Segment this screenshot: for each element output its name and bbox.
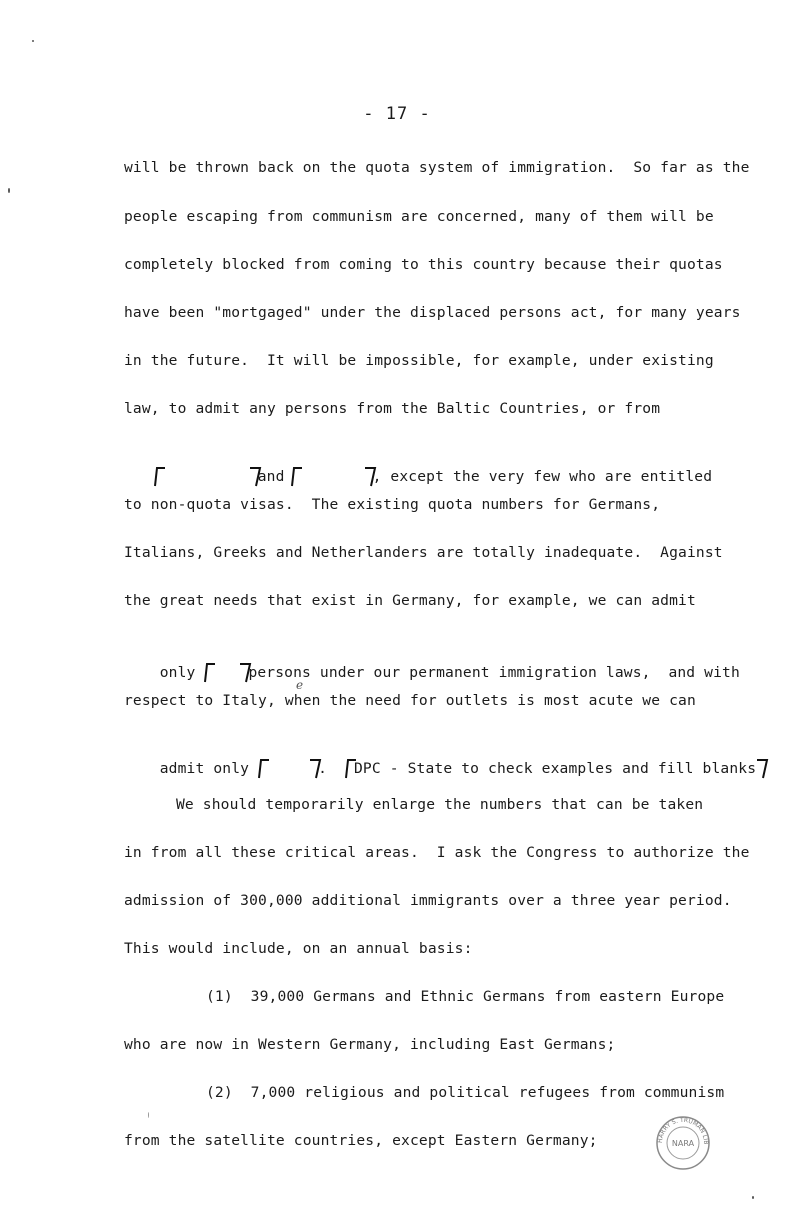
open-bracket-mark: [204, 663, 213, 683]
close-bracket-mark: [239, 663, 248, 683]
text-fragment: and: [257, 468, 285, 485]
scan-speck: [752, 1196, 754, 1199]
open-bracket-mark: [291, 467, 300, 487]
text-fragment: admit only: [159, 760, 259, 777]
editorial-note: DPC - State to check examples and fill blanks: [354, 760, 757, 777]
text-line-2: people escaping from communism are concerned, many of them will be: [124, 208, 714, 225]
open-bracket-mark: [345, 759, 354, 779]
text-line-9: Italians, Greeks and Netherlanders are totally inadequate. Against: [124, 544, 723, 561]
text-line-13: [124, 739, 765, 799]
close-bracket-mark: [756, 759, 765, 779]
library-stamp: [654, 1114, 712, 1172]
text-line-10: the great needs that exist in Germany, for example, we can admit: [124, 592, 696, 609]
text-line-19: who are now in Western Germany, including East Germans;: [124, 1036, 616, 1053]
close-bracket-mark: [249, 467, 258, 487]
text-fragment: , except the very few who are entitled: [372, 468, 713, 485]
text-fragment: .: [318, 760, 327, 777]
text-line-1: will be thrown back on the quota system of immigration. So far as the: [124, 159, 750, 176]
text-fragment: persons under our permanent immigration laws, and with: [248, 664, 740, 681]
page-number: - 17 -: [363, 104, 431, 124]
text-line-14: We should temporarily enlarge the numbers that can be taken: [176, 796, 704, 813]
scan-speck: [148, 1112, 149, 1118]
text-line-18: (1) 39,000 Germans and Ethnic Germans from eastern Europe: [206, 988, 725, 1005]
text-line-6: law, to admit any persons from the Baltic Countries, or from: [124, 400, 661, 417]
open-bracket-mark: [258, 759, 267, 779]
text-fragment: only: [159, 664, 205, 681]
stamp-center-text: NARA: [671, 1139, 695, 1148]
text-line-5: in the future. It will be impossible, for example, under existing: [124, 352, 714, 369]
close-bracket-mark: [309, 759, 318, 779]
text-line-12: respect to Italy, when the need for outlets is most acute we can: [124, 692, 696, 709]
scan-speck: [8, 188, 10, 193]
stamp-arc-text: HARRY S. TRUMAN LIB: [656, 1116, 710, 1145]
text-line-8: to non-quota visas. The existing quota numbers for Germans,: [124, 496, 661, 513]
text-line-3: completely blocked from coming to this country because their quotas: [124, 256, 723, 273]
text-line-17: This would include, on an annual basis:: [124, 940, 473, 957]
text-line-4: have been "mortgaged" under the displaced persons act, for many years: [124, 304, 741, 321]
text-line-21: from the satellite countries, except Eastern Germany;: [124, 1132, 598, 1149]
text-line-20: (2) 7,000 religious and political refugees from communism: [206, 1084, 725, 1101]
scan-speck: [32, 40, 34, 42]
handwritten-insertion: e: [296, 678, 304, 692]
close-bracket-mark: [364, 467, 373, 487]
text-line-15: in from all these critical areas. I ask the Congress to authorize the: [124, 844, 750, 861]
open-bracket-mark: [154, 467, 163, 487]
text-line-16: admission of 300,000 additional immigrants over a three year period.: [124, 892, 732, 909]
